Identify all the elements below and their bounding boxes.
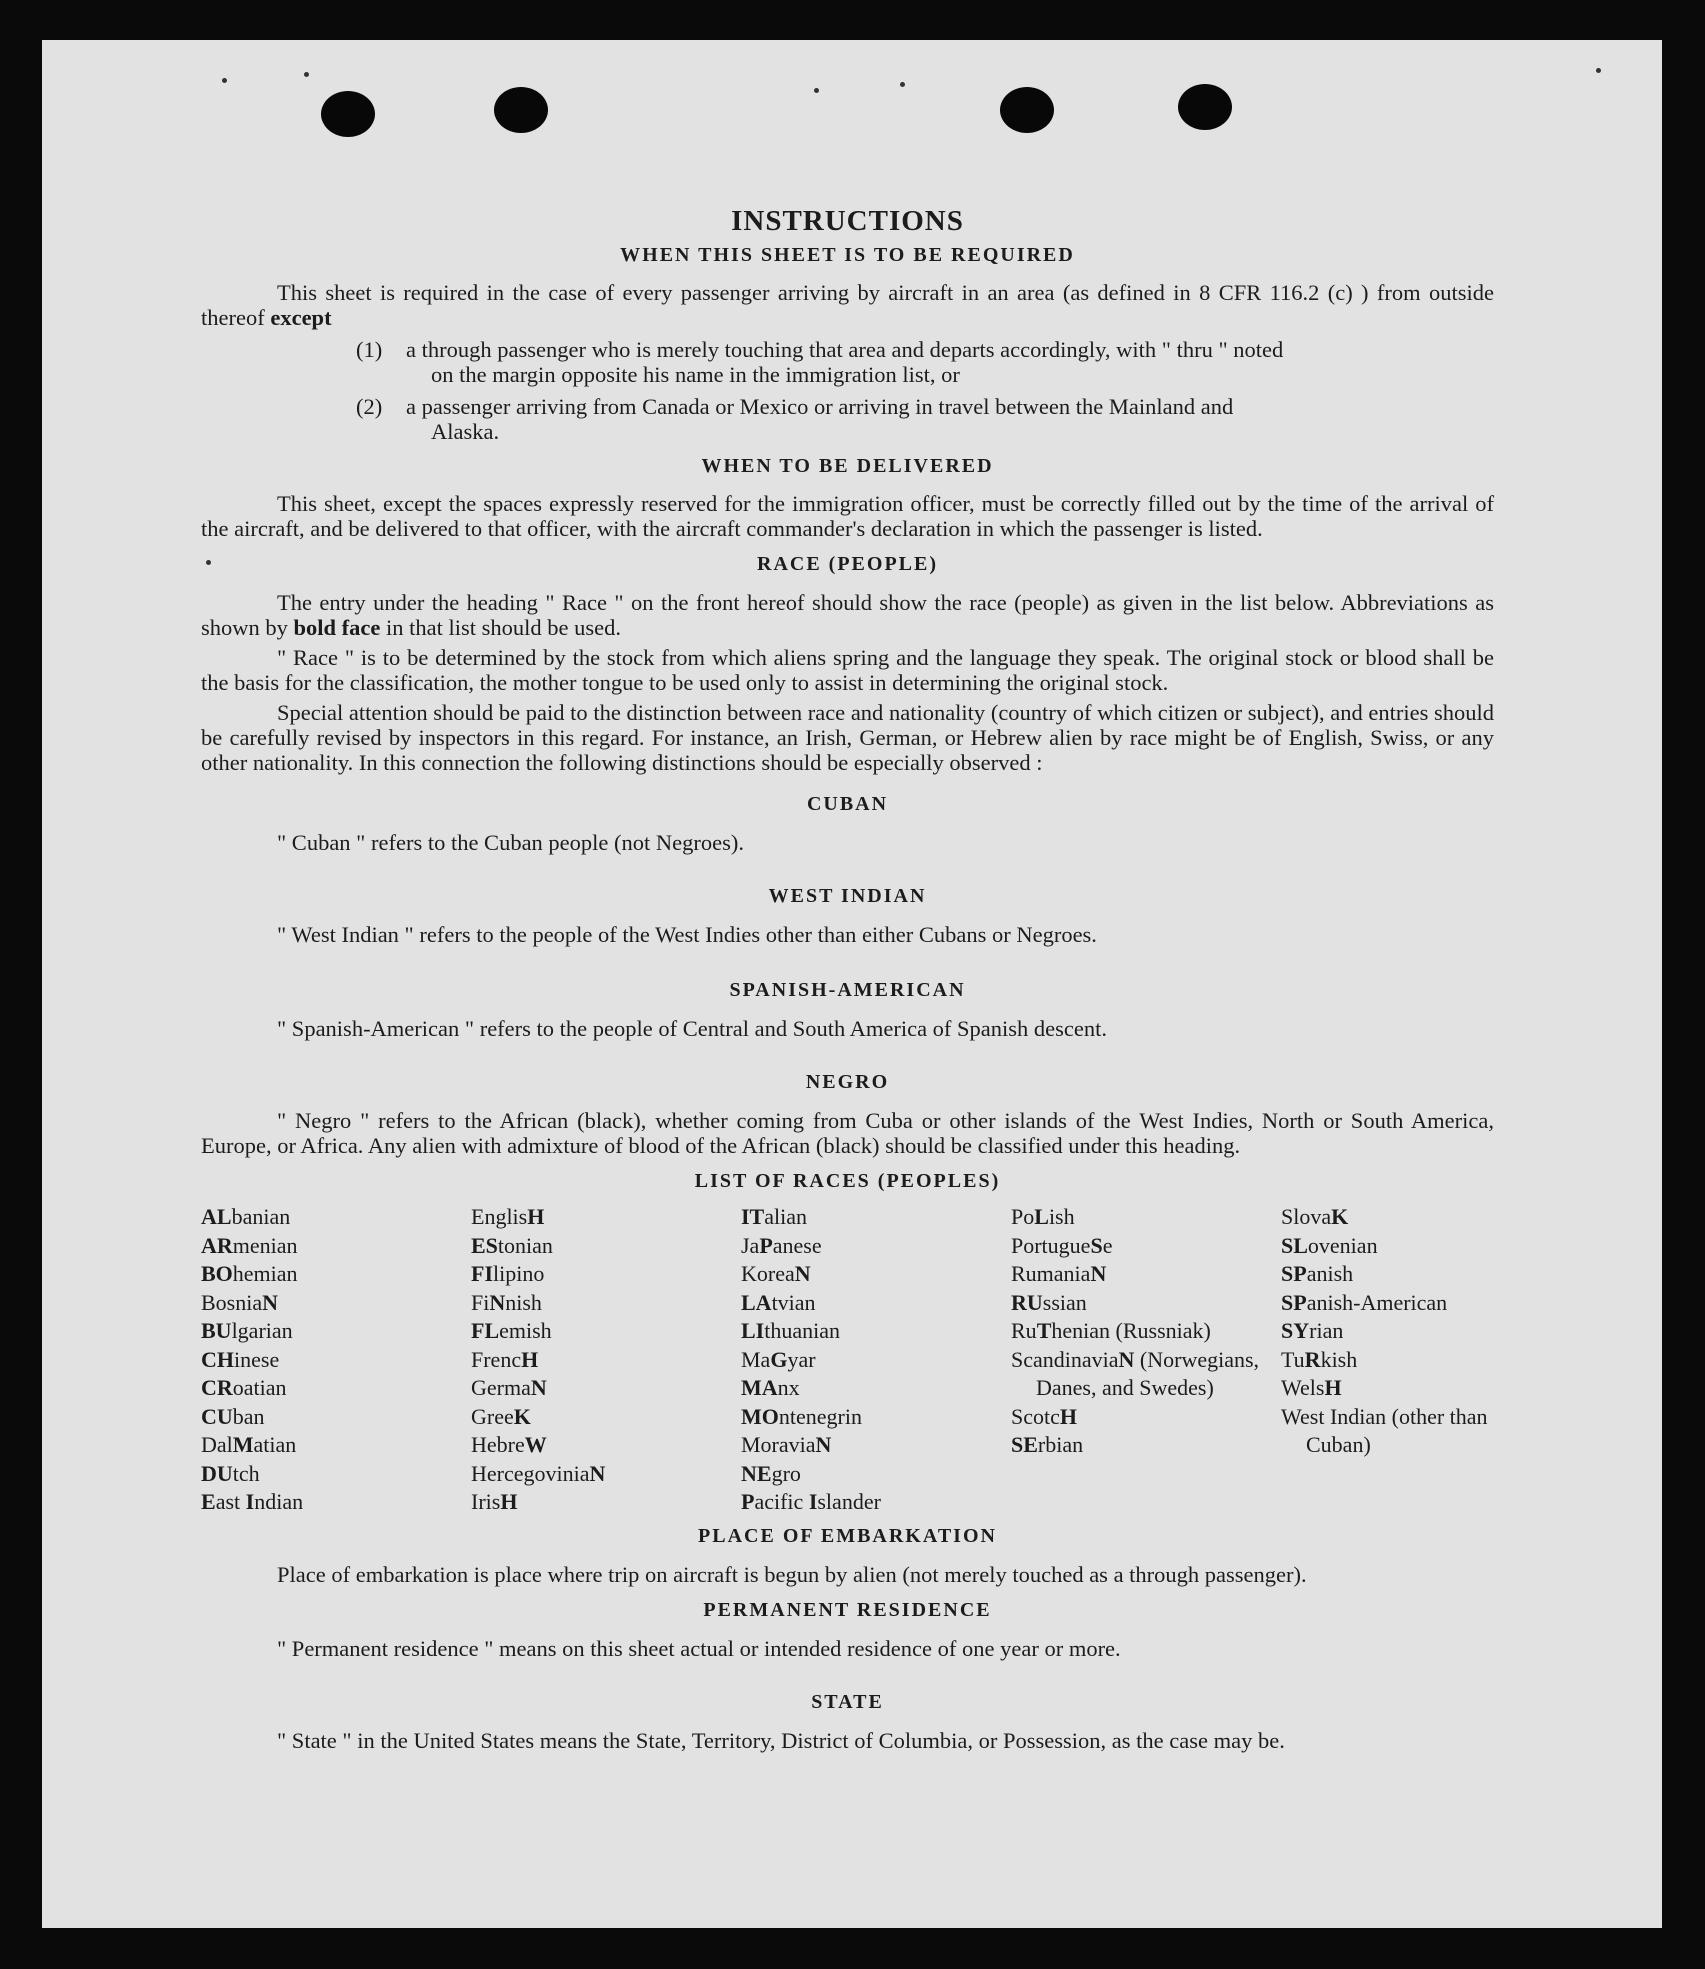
race-entry: SYrian xyxy=(1281,1318,1344,1343)
race-entry: HercegoviniaN xyxy=(471,1460,606,1486)
race-entry: SlovaK xyxy=(1281,1204,1349,1229)
heading-cuban: CUBAN xyxy=(806,793,889,815)
heading-state: STATE xyxy=(811,1690,884,1713)
required-intro: This sheet is required in the case of every passenger arriving by aircraft in an area (as defined in 8 CFR 116.2 (c) ) from outside thereof except xyxy=(201,280,1494,330)
race-entry: SPanish-American xyxy=(1281,1289,1448,1315)
punch-hole xyxy=(1000,87,1054,133)
race-entry: NEgro xyxy=(741,1460,801,1486)
race-entry: BosniaN xyxy=(201,1289,279,1315)
race-entry: WelsH xyxy=(1281,1375,1342,1400)
punch-hole xyxy=(321,91,375,137)
race-entry: ScotcH xyxy=(1011,1403,1078,1429)
race-entry: FLemish xyxy=(471,1318,552,1343)
heading-west-indian: WEST INDIAN xyxy=(768,885,927,907)
race-entry: IrisH xyxy=(471,1489,518,1514)
required-item-2: (2) a passenger arriving from Canada or Mexico or arriving in travel between the Mainland and Alaska. xyxy=(356,394,1234,444)
race-entry: RuThenian (Russniak) xyxy=(1011,1318,1211,1343)
page-title: INSTRUCTIONS xyxy=(731,205,964,237)
race-paragraph-1: The entry under the heading " Race " on the front hereof should show the race (people) as given in the list below. Abbreviations as shown by bold face in that list should be used. xyxy=(201,590,1494,640)
race-entry: CHinese xyxy=(201,1346,280,1372)
races-column-2 xyxy=(471,1203,741,1517)
speck xyxy=(222,78,227,83)
race-entry: JaPanese xyxy=(741,1232,822,1258)
heading-embarkation: PLACE OF EMBARKATION xyxy=(698,1524,997,1547)
instructions-content xyxy=(201,165,1494,1753)
heading-delivered: WHEN TO BE DELIVERED xyxy=(701,455,994,477)
race-entry: ScandinaviaN (Norwegians, Danes, and Swedes) xyxy=(1011,1346,1260,1400)
heading-required: WHEN THIS SHEET IS TO BE REQUIRED xyxy=(620,244,1075,266)
race-entry: FIlipino xyxy=(471,1261,545,1286)
race-entry: BOhemian xyxy=(201,1261,298,1286)
race-entry: PortugueSe xyxy=(1011,1232,1113,1258)
document-sheet xyxy=(42,40,1662,1928)
spanish-american-text: " Spanish-American " refers to the people of Central and South America of Spanish descent. xyxy=(277,1016,1108,1041)
races-list xyxy=(201,1203,1494,1517)
required-item-1: (1) a through passenger who is merely touching that area and departs accordingly, with " thru " noted on the margin opposite his name in the immigration list, or xyxy=(356,337,1284,387)
race-entry: SPanish xyxy=(1281,1261,1354,1286)
races-column-3 xyxy=(741,1203,1011,1517)
race-entry: LAtvian xyxy=(741,1289,816,1315)
cuban-text: " Cuban " refers to the Cuban people (not Negroes). xyxy=(277,830,744,855)
race-entry: GreeK xyxy=(471,1403,531,1429)
speck xyxy=(1596,68,1601,73)
race-entry: West Indian (other than Cuban) xyxy=(1281,1403,1488,1457)
race-entry: LIthuanian xyxy=(741,1318,841,1343)
race-entry: HebreW xyxy=(471,1432,547,1457)
race-entry: ITalian xyxy=(741,1204,808,1229)
race-entry: TuRkish xyxy=(1281,1346,1358,1372)
heading-negro: NEGRO xyxy=(805,1071,890,1093)
heading-spanish-american: SPANISH-AMERICAN xyxy=(729,979,966,1001)
races-column-4 xyxy=(1011,1203,1281,1517)
race-entry: MOntenegrin xyxy=(741,1403,862,1429)
races-column-5 xyxy=(1281,1203,1494,1517)
race-entry: East Indian xyxy=(201,1489,304,1514)
races-column-1 xyxy=(201,1203,471,1517)
residence-text: " Permanent residence " means on this sheet actual or intended residence of one year or more. xyxy=(277,1635,1121,1661)
heading-races-list: LIST OF RACES (PEOPLES) xyxy=(694,1170,1001,1192)
heading-race: RACE (PEOPLE) xyxy=(757,553,938,575)
race-entry: ARmenian xyxy=(201,1232,298,1258)
race-entry: CRoatian xyxy=(201,1375,287,1400)
race-entry: SErbian xyxy=(1011,1432,1084,1457)
race-entry: MaGyar xyxy=(741,1346,816,1372)
race-paragraph-3: Special attention should be paid to the distinction between race and nationality (country of which citizen or subject), and entries should be carefully revised by inspectors in this regard. For instance, an Irish, German, or Hebrew alien by race might be of English, Swiss, or any other nationality. In this connection the following distinctions should be especially observed : xyxy=(201,700,1494,775)
race-entry: MAnx xyxy=(741,1375,800,1400)
speck xyxy=(814,88,819,93)
state-text: " State " in the United States means the State, Territory, District of Columbia, or Possession, as the case may be. xyxy=(277,1727,1285,1753)
speck xyxy=(304,72,309,77)
race-entry: RumaniaN xyxy=(1011,1261,1107,1286)
race-entry: EStonian xyxy=(471,1232,553,1258)
race-entry: SLovenian xyxy=(1281,1232,1378,1258)
race-entry: FiNnish xyxy=(471,1289,542,1315)
race-entry: CUban xyxy=(201,1403,265,1429)
race-entry: FrencH xyxy=(471,1346,539,1372)
race-entry: KoreaN xyxy=(741,1261,811,1286)
race-entry: ALbanian xyxy=(201,1204,291,1229)
west-indian-text: " West Indian " refers to the people of the West Indies other than either Cubans or Negroes. xyxy=(277,922,1097,947)
punch-hole xyxy=(1178,84,1232,130)
race-entry: EnglisH xyxy=(471,1204,545,1229)
race-entry: DalMatian xyxy=(201,1432,297,1457)
heading-residence: PERMANENT RESIDENCE xyxy=(703,1598,992,1621)
race-entry: BUlgarian xyxy=(201,1318,293,1343)
negro-text: " Negro " refers to the African (black), whether coming from Cuba or other islands of the West Indies, North or South America, Europe, or Africa. Any alien with admixture of blood of the African (black) should be classified under this heading. xyxy=(201,1108,1494,1158)
race-entry: Pacific Islander xyxy=(741,1489,881,1514)
embarkation-text: Place of embarkation is place where trip on aircraft is begun by alien (not merely touched as a through passenger). xyxy=(277,1561,1307,1587)
punch-hole xyxy=(494,87,548,133)
race-entry: PoLish xyxy=(1011,1204,1075,1229)
race-entry: GermaN xyxy=(471,1375,547,1400)
race-entry: DUtch xyxy=(201,1460,260,1486)
delivered-text: This sheet, except the spaces expressly reserved for the immigration officer, must be correctly filled out by the time of the arrival of the aircraft, and be delivered to that officer, with the aircraft commander's declaration in which the passenger is listed. xyxy=(201,491,1494,541)
race-entry: RUssian xyxy=(1011,1289,1087,1315)
race-entry: MoraviaN xyxy=(741,1432,832,1457)
race-paragraph-2: " Race " is to be determined by the stock from which aliens spring and the language they speak. The original stock or blood shall be the basis for the classification, the mother tongue to be used only to assist in determining the original stock. xyxy=(201,645,1494,695)
speck xyxy=(900,82,905,87)
